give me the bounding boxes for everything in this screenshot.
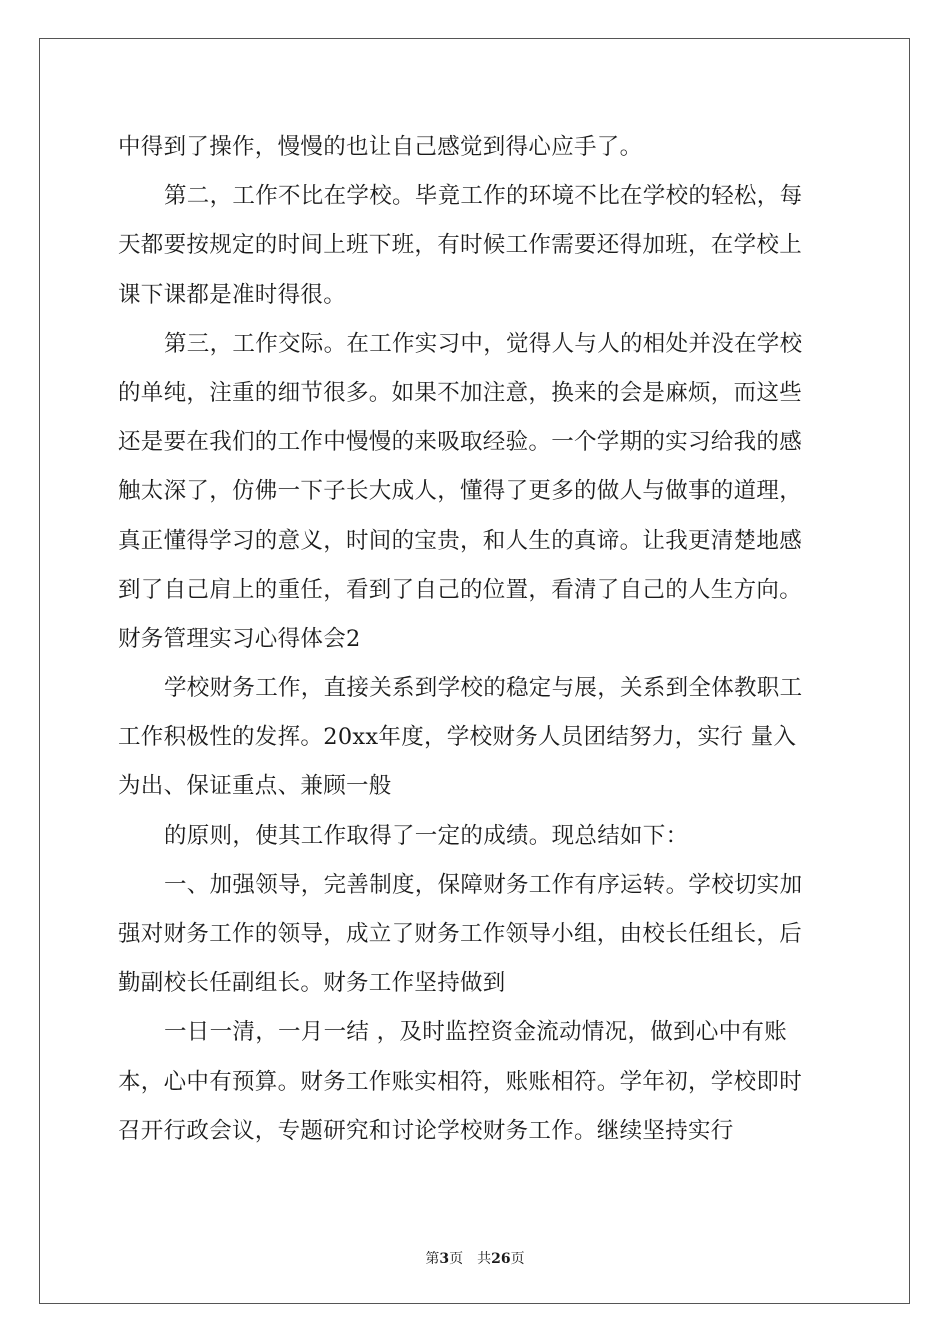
paragraph — [118, 866, 838, 1014]
text-line: 中得到了操作，慢慢的也让自己感觉到得心应手了。 — [118, 134, 643, 160]
paragraph — [118, 669, 838, 817]
text-line: 召开行政会议，专题研究和讨论学校财务工作。继续坚持实行 — [118, 1117, 734, 1144]
paragraph — [118, 128, 838, 177]
text-line: 为出、保证重点、兼顾一般 — [118, 773, 392, 800]
text-line: 第三，工作交际。在工作实习中，觉得人与人的相处并没在学校 — [164, 330, 803, 357]
page-footer — [0, 1248, 950, 1268]
text-line: 第二，工作不比在学校。毕竟工作的环境不比在学校的轻松，每 — [164, 183, 803, 210]
footer-total-prefix: 共 — [477, 1251, 492, 1267]
text-line: 课下课都是准时得很。 — [118, 281, 347, 308]
text-line: 触太深了，仿佛一下子长大成人，懂得了更多的做人与做事的道理， — [118, 478, 803, 505]
paragraph — [118, 177, 838, 325]
text-line: 还是要在我们的工作中慢慢的来吸取经验。一个学期的实习给我的感 — [118, 429, 803, 456]
text-line: 本，心中有预算。财务工作账实相符，账账相符。学年初，学校即时 — [118, 1068, 803, 1095]
text-line: 学校财务工作，直接关系到学校的稳定与展，关系到全体教职工 — [164, 675, 803, 702]
footer-total-pages: 26 — [491, 1251, 511, 1267]
text-line: 强对财务工作的领导，成立了财务工作领导小组，由校长任组长，后 — [118, 921, 803, 947]
text-line: 真正懂得学习的意义，时间的宝贵，和人生的真谛。让我更清楚地感 — [118, 527, 803, 554]
text-line: 财务管理实习心得体会2 — [118, 625, 361, 652]
footer-page-suffix: 页 — [449, 1251, 464, 1267]
paragraph — [118, 620, 838, 669]
footer-page-prefix: 第 — [425, 1251, 440, 1267]
text-line: 天都要按规定的时间上班下班，有时候工作需要还得加班，在学校上 — [118, 232, 803, 259]
text-line: 一日一清，一月一结 ，及时监控资金流动情况，做到心中有账 — [164, 1019, 788, 1046]
paragraph — [118, 817, 838, 866]
text-line: 一、加强领导，完善制度，保障财务工作有序运转。学校切实加 — [164, 871, 803, 898]
document-body — [118, 128, 838, 1161]
text-line: 工作积极性的发挥。20xx年度，学校财务人员团结努力，实行 量入 — [118, 724, 797, 751]
footer-total-suffix: 页 — [510, 1251, 525, 1267]
paragraph — [118, 1013, 838, 1161]
text-line: 勤副校长任副组长。财务工作坚持做到 — [118, 970, 506, 997]
text-line: 的原则，使其工作取得了一定的成绩。现总结如下： — [164, 822, 689, 849]
text-line: 到了自己肩上的重任，看到了自己的位置，看清了自己的人生方向。 — [118, 576, 803, 603]
paragraph — [118, 325, 838, 620]
footer-page-number: 3 — [439, 1251, 450, 1267]
text-line: 的单纯，注重的细节很多。如果不加注意，换来的会是麻烦，而这些 — [118, 379, 803, 406]
